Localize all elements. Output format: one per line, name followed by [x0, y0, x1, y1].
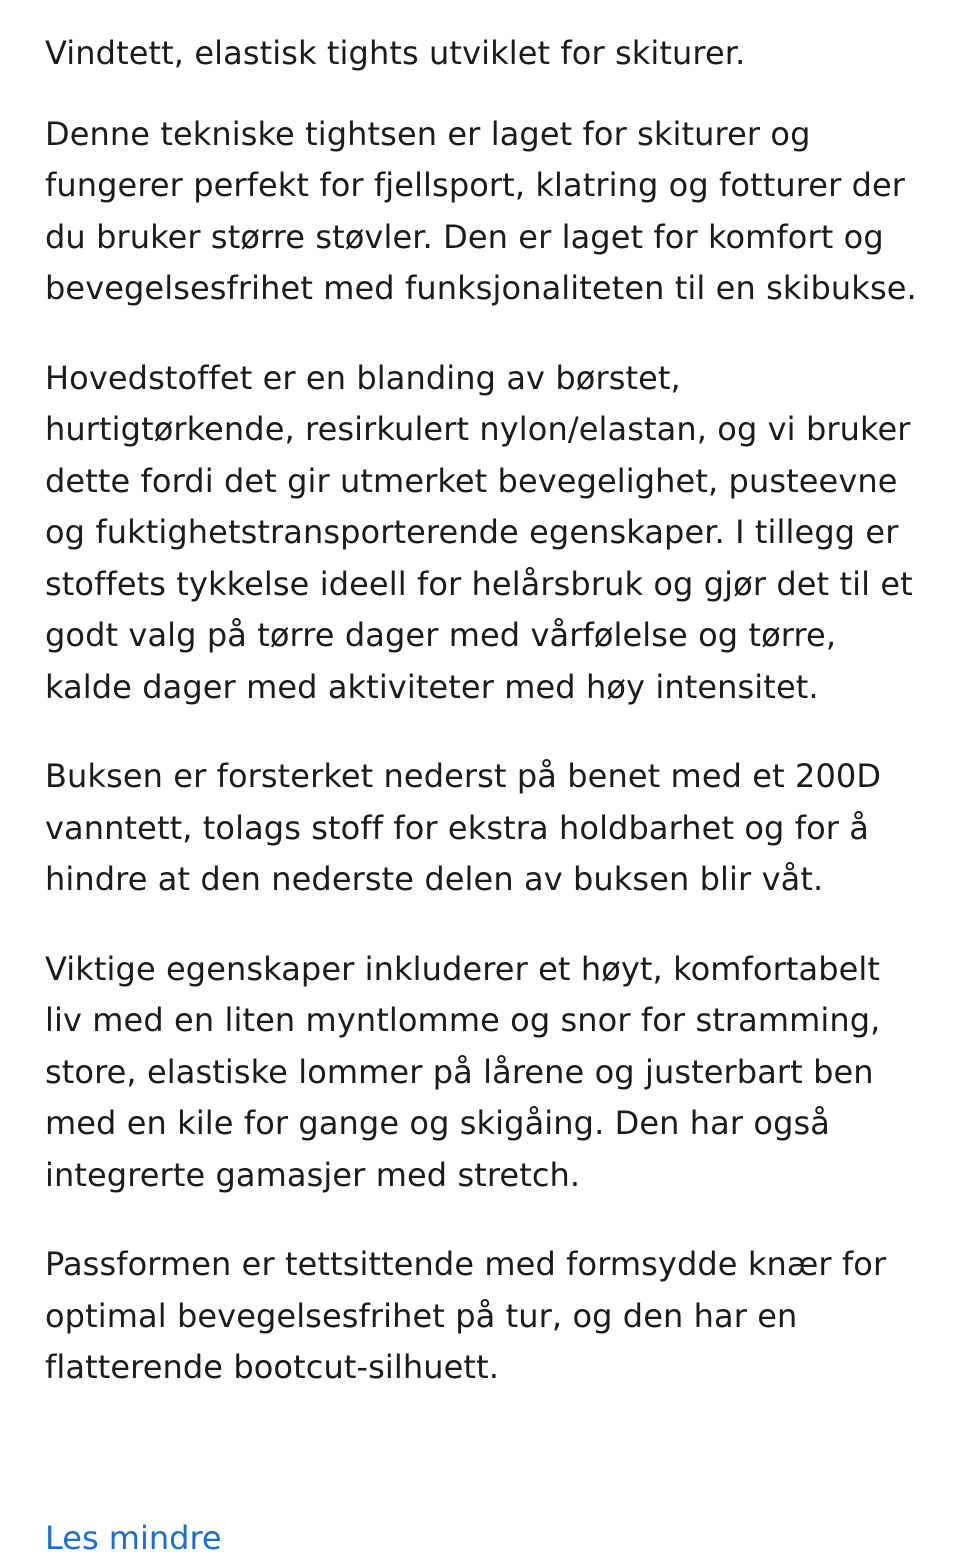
description-paragraph-purpose: Denne tekniske tightsen er laget for skiturer og fungerer perfekt for fjellsport, klatring og fotturer der du bruker større støvler. Den er laget for komfort og bevegelsesfrihet med funksjonaliteten til en skibukse.: [45, 114, 917, 307]
description-paragraph-fabric: Hovedstoffet er en blanding av børstet, hurtigtørkende, resirkulert nylon/elastan, og vi bruker dette fordi det gir utmerket bevegelighet, pusteevne og fuktighetstransporterende egenskaper. I tillegg er stoffets tykkelse ideell for helårsbruk og gjør det til et godt valg på tørre dager med vårfølelse og tørre, kalde dager med aktiviteter med høy intensitet.: [45, 358, 913, 706]
product-description: [45, 28, 925, 1432]
description-paragraph-reinforcement: Buksen er forsterket nederst på benet med et 200D vanntett, tolags stoff for ekstra holdbarhet og for å hindre at den nederste delen av buksen blir våt.: [45, 757, 882, 898]
description-paragraph-intro: Vindtett, elastisk tights utviklet for skiturer.: [45, 34, 746, 72]
description-paragraph-features: Viktige egenskaper inkluderer et høyt, komfortabelt liv med en liten myntlomme og snor for stramming, store, elastiske lommer på lårene og justerbart ben med en kile for gange og skigåing. Den har også integrerte gamasjer med stretch.: [45, 949, 881, 1194]
description-paragraph-fit: Passformen er tettsittende med formsydde knær for optimal bevegelsesfrihet på tur, og den har en flatterende bootcut-silhuett.: [45, 1245, 887, 1386]
read-less-link[interactable]: Les mindre: [45, 1519, 222, 1557]
